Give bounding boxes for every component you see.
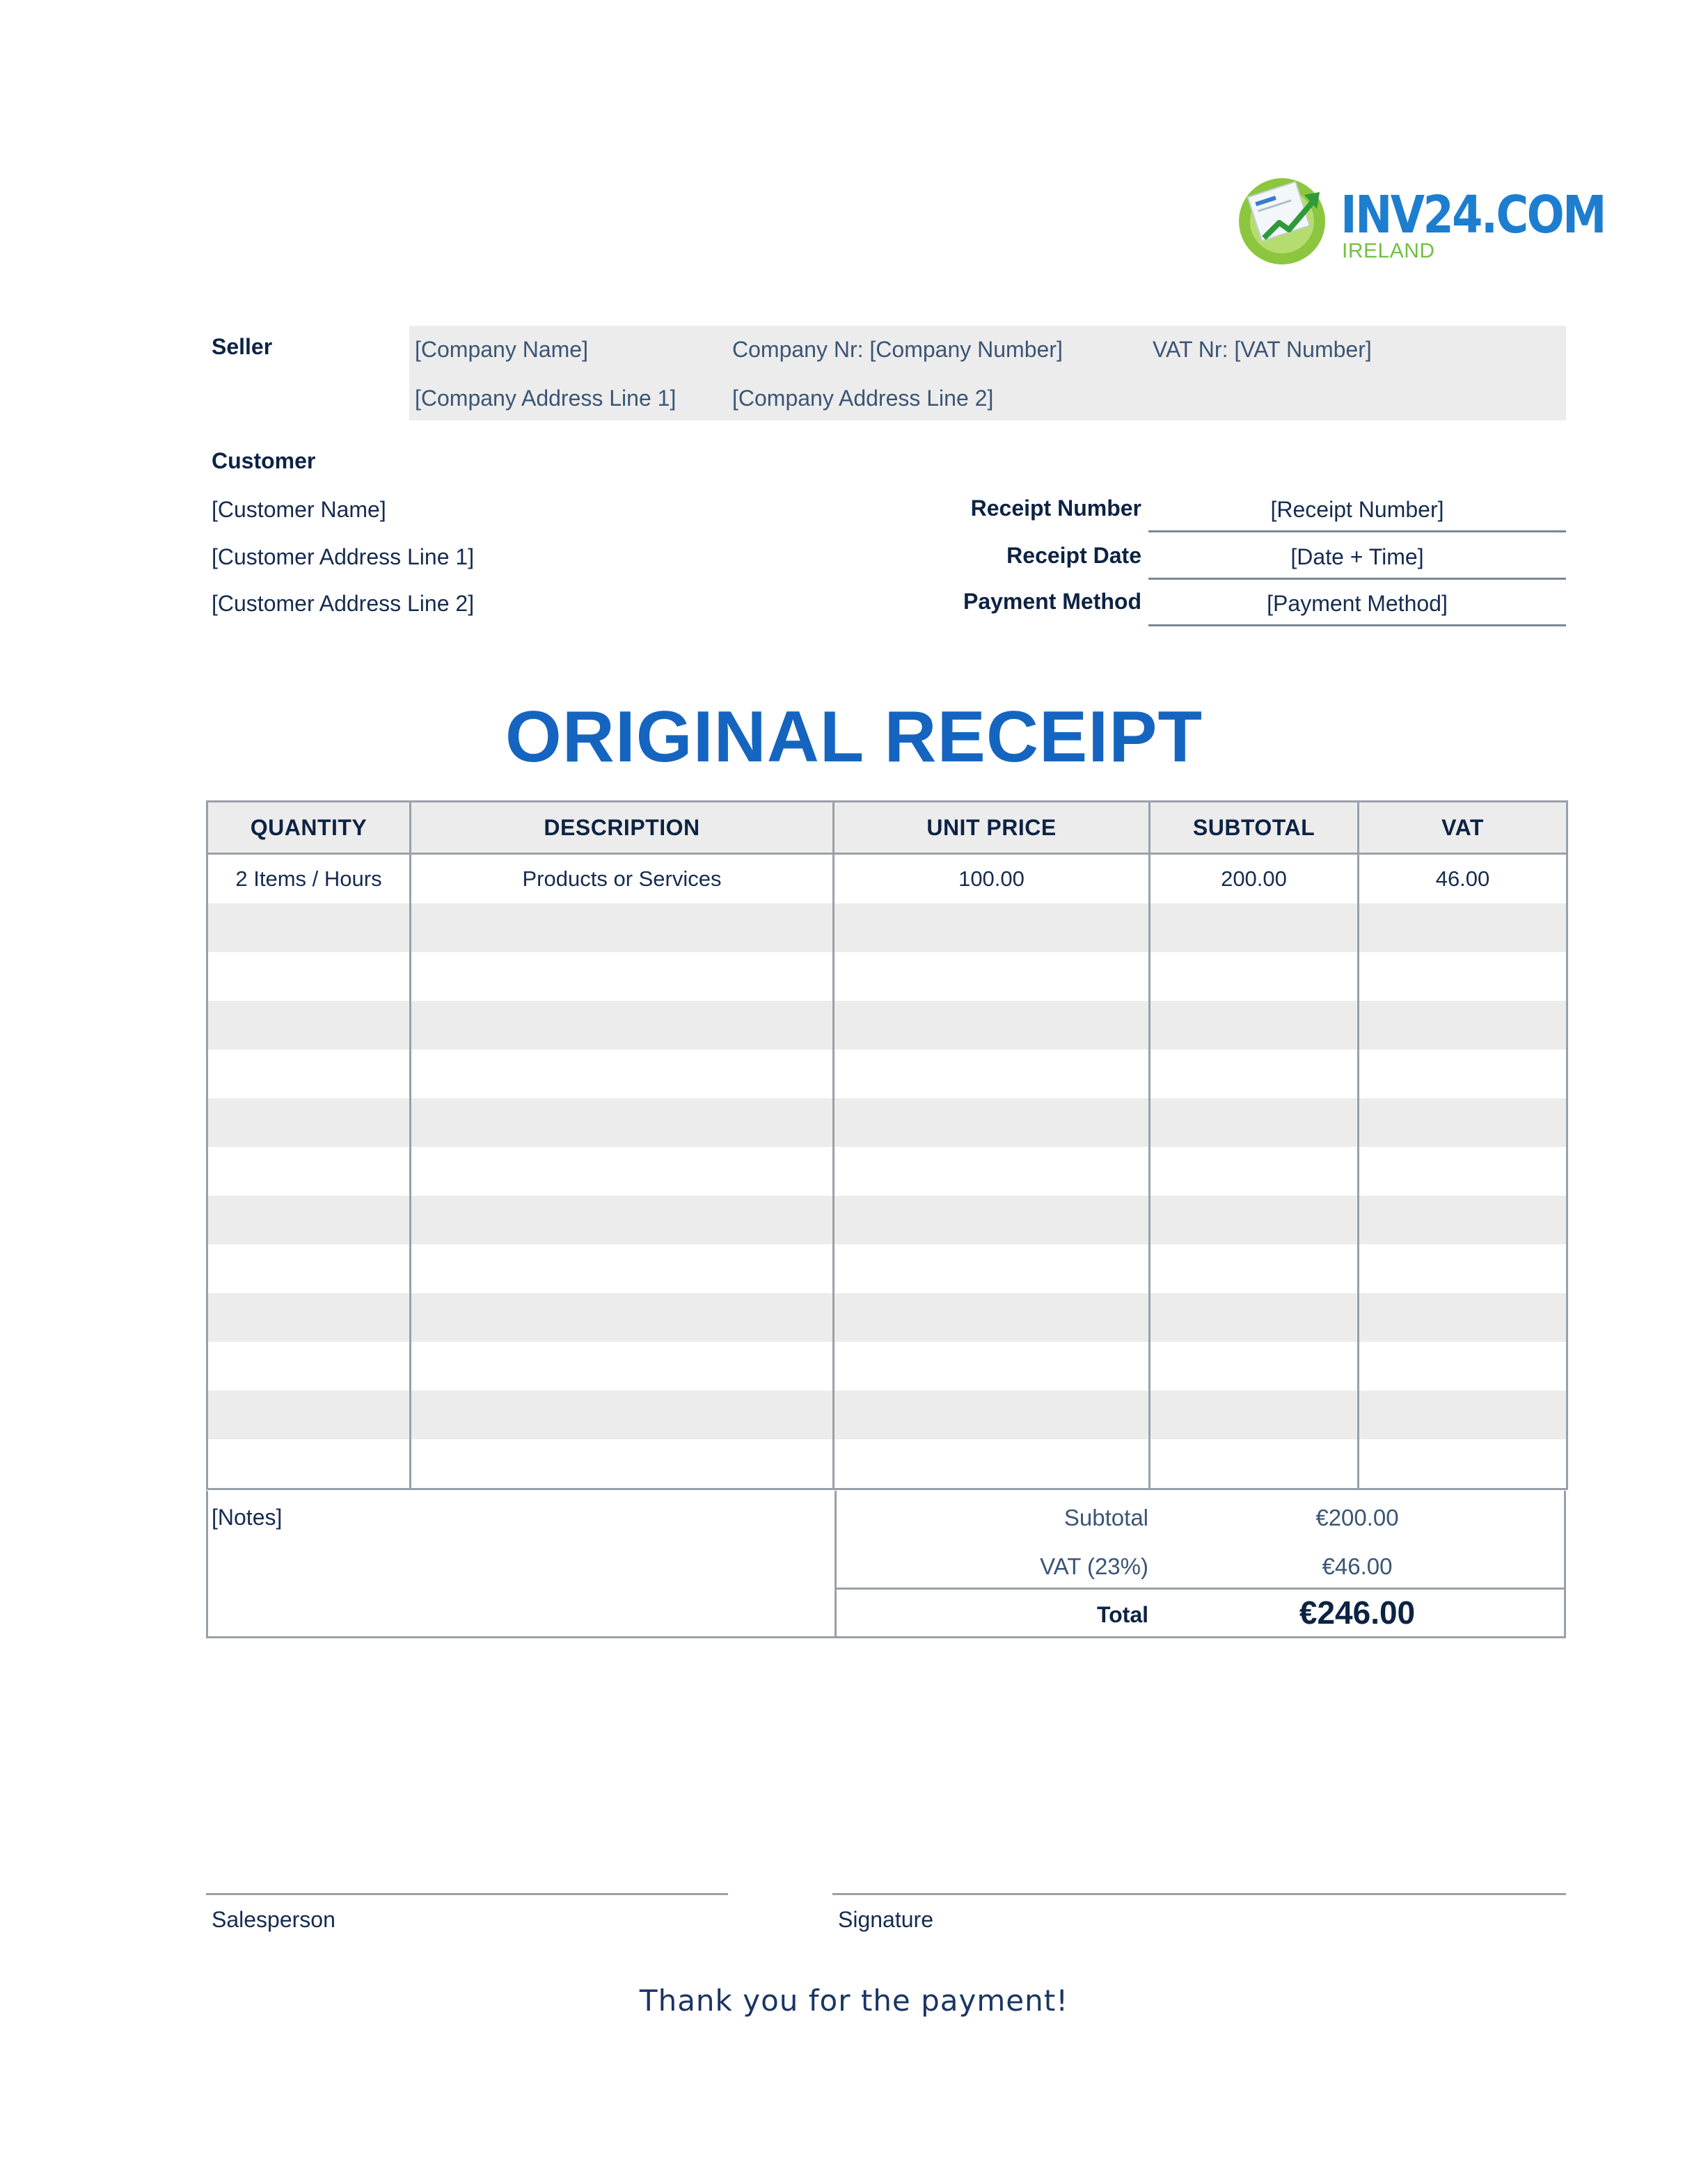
table-row [207, 854, 1567, 904]
header-description: DESCRIPTION [411, 802, 834, 854]
cell-unit-price [834, 1391, 1150, 1439]
table-row [207, 1098, 1567, 1147]
cell-description [411, 1001, 834, 1050]
cell-vat [1359, 1342, 1567, 1391]
cell-subtotal [1150, 1342, 1359, 1391]
table-row [207, 1196, 1567, 1244]
subtotal-value: €200.00 [1315, 1505, 1399, 1530]
totals-divider [835, 1491, 837, 1636]
cell-subtotal [1150, 1293, 1359, 1342]
cell-description: Products or Services [411, 854, 834, 904]
cell-vat [1359, 1050, 1567, 1098]
table-header-row [207, 802, 1567, 854]
header-unit-price: UNIT PRICE [834, 802, 1150, 854]
salesperson-label: Salesperson [212, 1907, 335, 1932]
thank-you-message: Thank you for the payment! [639, 1984, 1069, 2018]
table-row [207, 1244, 1567, 1293]
cell-quantity [207, 1342, 411, 1391]
logo-subtitle: IRELAND [1342, 239, 1435, 262]
cell-vat [1359, 1196, 1567, 1244]
cell-vat [1359, 1391, 1567, 1439]
total-value: €246.00 [1299, 1594, 1416, 1631]
cell-vat [1359, 903, 1567, 952]
vat-number: VAT Nr: [VAT Number] [1153, 337, 1372, 362]
table-row [207, 1391, 1567, 1439]
cell-unit-price: 100.00 [834, 854, 1150, 904]
cell-description [411, 903, 834, 952]
table-row [207, 1147, 1567, 1196]
cell-subtotal [1150, 1391, 1359, 1439]
cell-subtotal [1150, 952, 1359, 1001]
customer-label: Customer [212, 448, 316, 473]
cell-unit-price [834, 1098, 1150, 1147]
cell-quantity [207, 1244, 411, 1293]
cell-vat [1359, 1293, 1567, 1342]
cell-subtotal [1150, 1196, 1359, 1244]
table-row [207, 1001, 1567, 1050]
company-address-1: [Company Address Line 1] [415, 386, 677, 411]
page-title: ORIGINAL RECEIPT [505, 697, 1203, 777]
table-row [207, 903, 1567, 952]
items-table [206, 800, 1566, 1490]
cell-description [411, 1244, 834, 1293]
cell-unit-price [834, 1147, 1150, 1196]
cell-unit-price [834, 1196, 1150, 1244]
totals-rule [835, 1588, 1564, 1590]
subtotal-label: Subtotal [1063, 1505, 1148, 1530]
cell-vat [1359, 1147, 1567, 1196]
cell-quantity [207, 1196, 411, 1244]
cell-unit-price [834, 952, 1150, 1001]
cell-description [411, 952, 834, 1001]
signature-label: Signature [838, 1907, 933, 1932]
payment-method-underline [1148, 624, 1566, 626]
cell-description [411, 1439, 834, 1489]
payment-method-value: [Payment Method] [1267, 591, 1448, 616]
salesperson-line [206, 1893, 728, 1895]
cell-unit-price [834, 1244, 1150, 1293]
receipt-number-label: Receipt Number [970, 496, 1141, 521]
cell-unit-price [834, 1342, 1150, 1391]
table-row [207, 1342, 1567, 1391]
customer-name: [Customer Name] [212, 497, 386, 522]
vat-total-value: €46.00 [1322, 1553, 1393, 1579]
cell-vat [1359, 1098, 1567, 1147]
signature-line [832, 1893, 1566, 1895]
company-name: [Company Name] [415, 337, 588, 362]
vat-total-label: VAT (23%) [1040, 1553, 1148, 1579]
cell-vat: 46.00 [1359, 854, 1567, 904]
table-row [207, 1439, 1567, 1489]
customer-address-2: [Customer Address Line 2] [212, 591, 475, 616]
cell-description [411, 1293, 834, 1342]
seller-label: Seller [212, 334, 273, 359]
table-row [207, 1050, 1567, 1098]
notes-text: [Notes] [212, 1505, 283, 1530]
cell-unit-price [834, 1439, 1150, 1489]
cell-quantity [207, 1391, 411, 1439]
cell-subtotal [1150, 903, 1359, 952]
cell-quantity [207, 1050, 411, 1098]
total-label: Total [1096, 1602, 1148, 1627]
cell-quantity: 2 Items / Hours [207, 854, 411, 904]
cell-subtotal [1150, 1147, 1359, 1196]
cell-subtotal: 200.00 [1150, 854, 1359, 904]
receipt-date-value: [Date + Time] [1290, 544, 1424, 569]
cell-quantity [207, 1439, 411, 1489]
cell-description [411, 1391, 834, 1439]
cell-subtotal [1150, 1244, 1359, 1293]
table-row [207, 952, 1567, 1001]
cell-unit-price [834, 903, 1150, 952]
cell-vat [1359, 1439, 1567, 1489]
header-quantity: QUANTITY [207, 802, 411, 854]
cell-quantity [207, 1293, 411, 1342]
logo-text: INV24.COM [1341, 185, 1605, 245]
cell-subtotal [1150, 1439, 1359, 1489]
cell-quantity [207, 952, 411, 1001]
cell-quantity [207, 1147, 411, 1196]
cell-subtotal [1150, 1098, 1359, 1147]
receipt-number-value: [Receipt Number] [1270, 497, 1444, 522]
header-subtotal: SUBTOTAL [1150, 802, 1359, 854]
company-number: Company Nr: [Company Number] [732, 337, 1063, 362]
cell-description [411, 1050, 834, 1098]
cell-subtotal [1150, 1001, 1359, 1050]
cell-quantity [207, 903, 411, 952]
cell-vat [1359, 1001, 1567, 1050]
company-logo [1236, 171, 1605, 276]
cell-quantity [207, 1098, 411, 1147]
cell-unit-price [834, 1293, 1150, 1342]
payment-method-label: Payment Method [963, 589, 1141, 614]
receipt-date-underline [1148, 578, 1566, 580]
cell-unit-price [834, 1050, 1150, 1098]
cell-vat [1359, 952, 1567, 1001]
cell-quantity [207, 1001, 411, 1050]
cell-vat [1359, 1244, 1567, 1293]
company-address-2: [Company Address Line 2] [732, 386, 994, 411]
cell-unit-price [834, 1001, 1150, 1050]
receipt-date-label: Receipt Date [1006, 543, 1141, 568]
cell-description [411, 1147, 834, 1196]
cell-subtotal [1150, 1050, 1359, 1098]
cell-description [411, 1098, 834, 1147]
header-vat: VAT [1359, 802, 1567, 854]
table-row [207, 1293, 1567, 1342]
receipt-number-underline [1148, 530, 1566, 532]
logo-icon [1236, 171, 1341, 276]
customer-address-1: [Customer Address Line 1] [212, 544, 475, 569]
cell-description [411, 1196, 834, 1244]
cell-description [411, 1342, 834, 1391]
